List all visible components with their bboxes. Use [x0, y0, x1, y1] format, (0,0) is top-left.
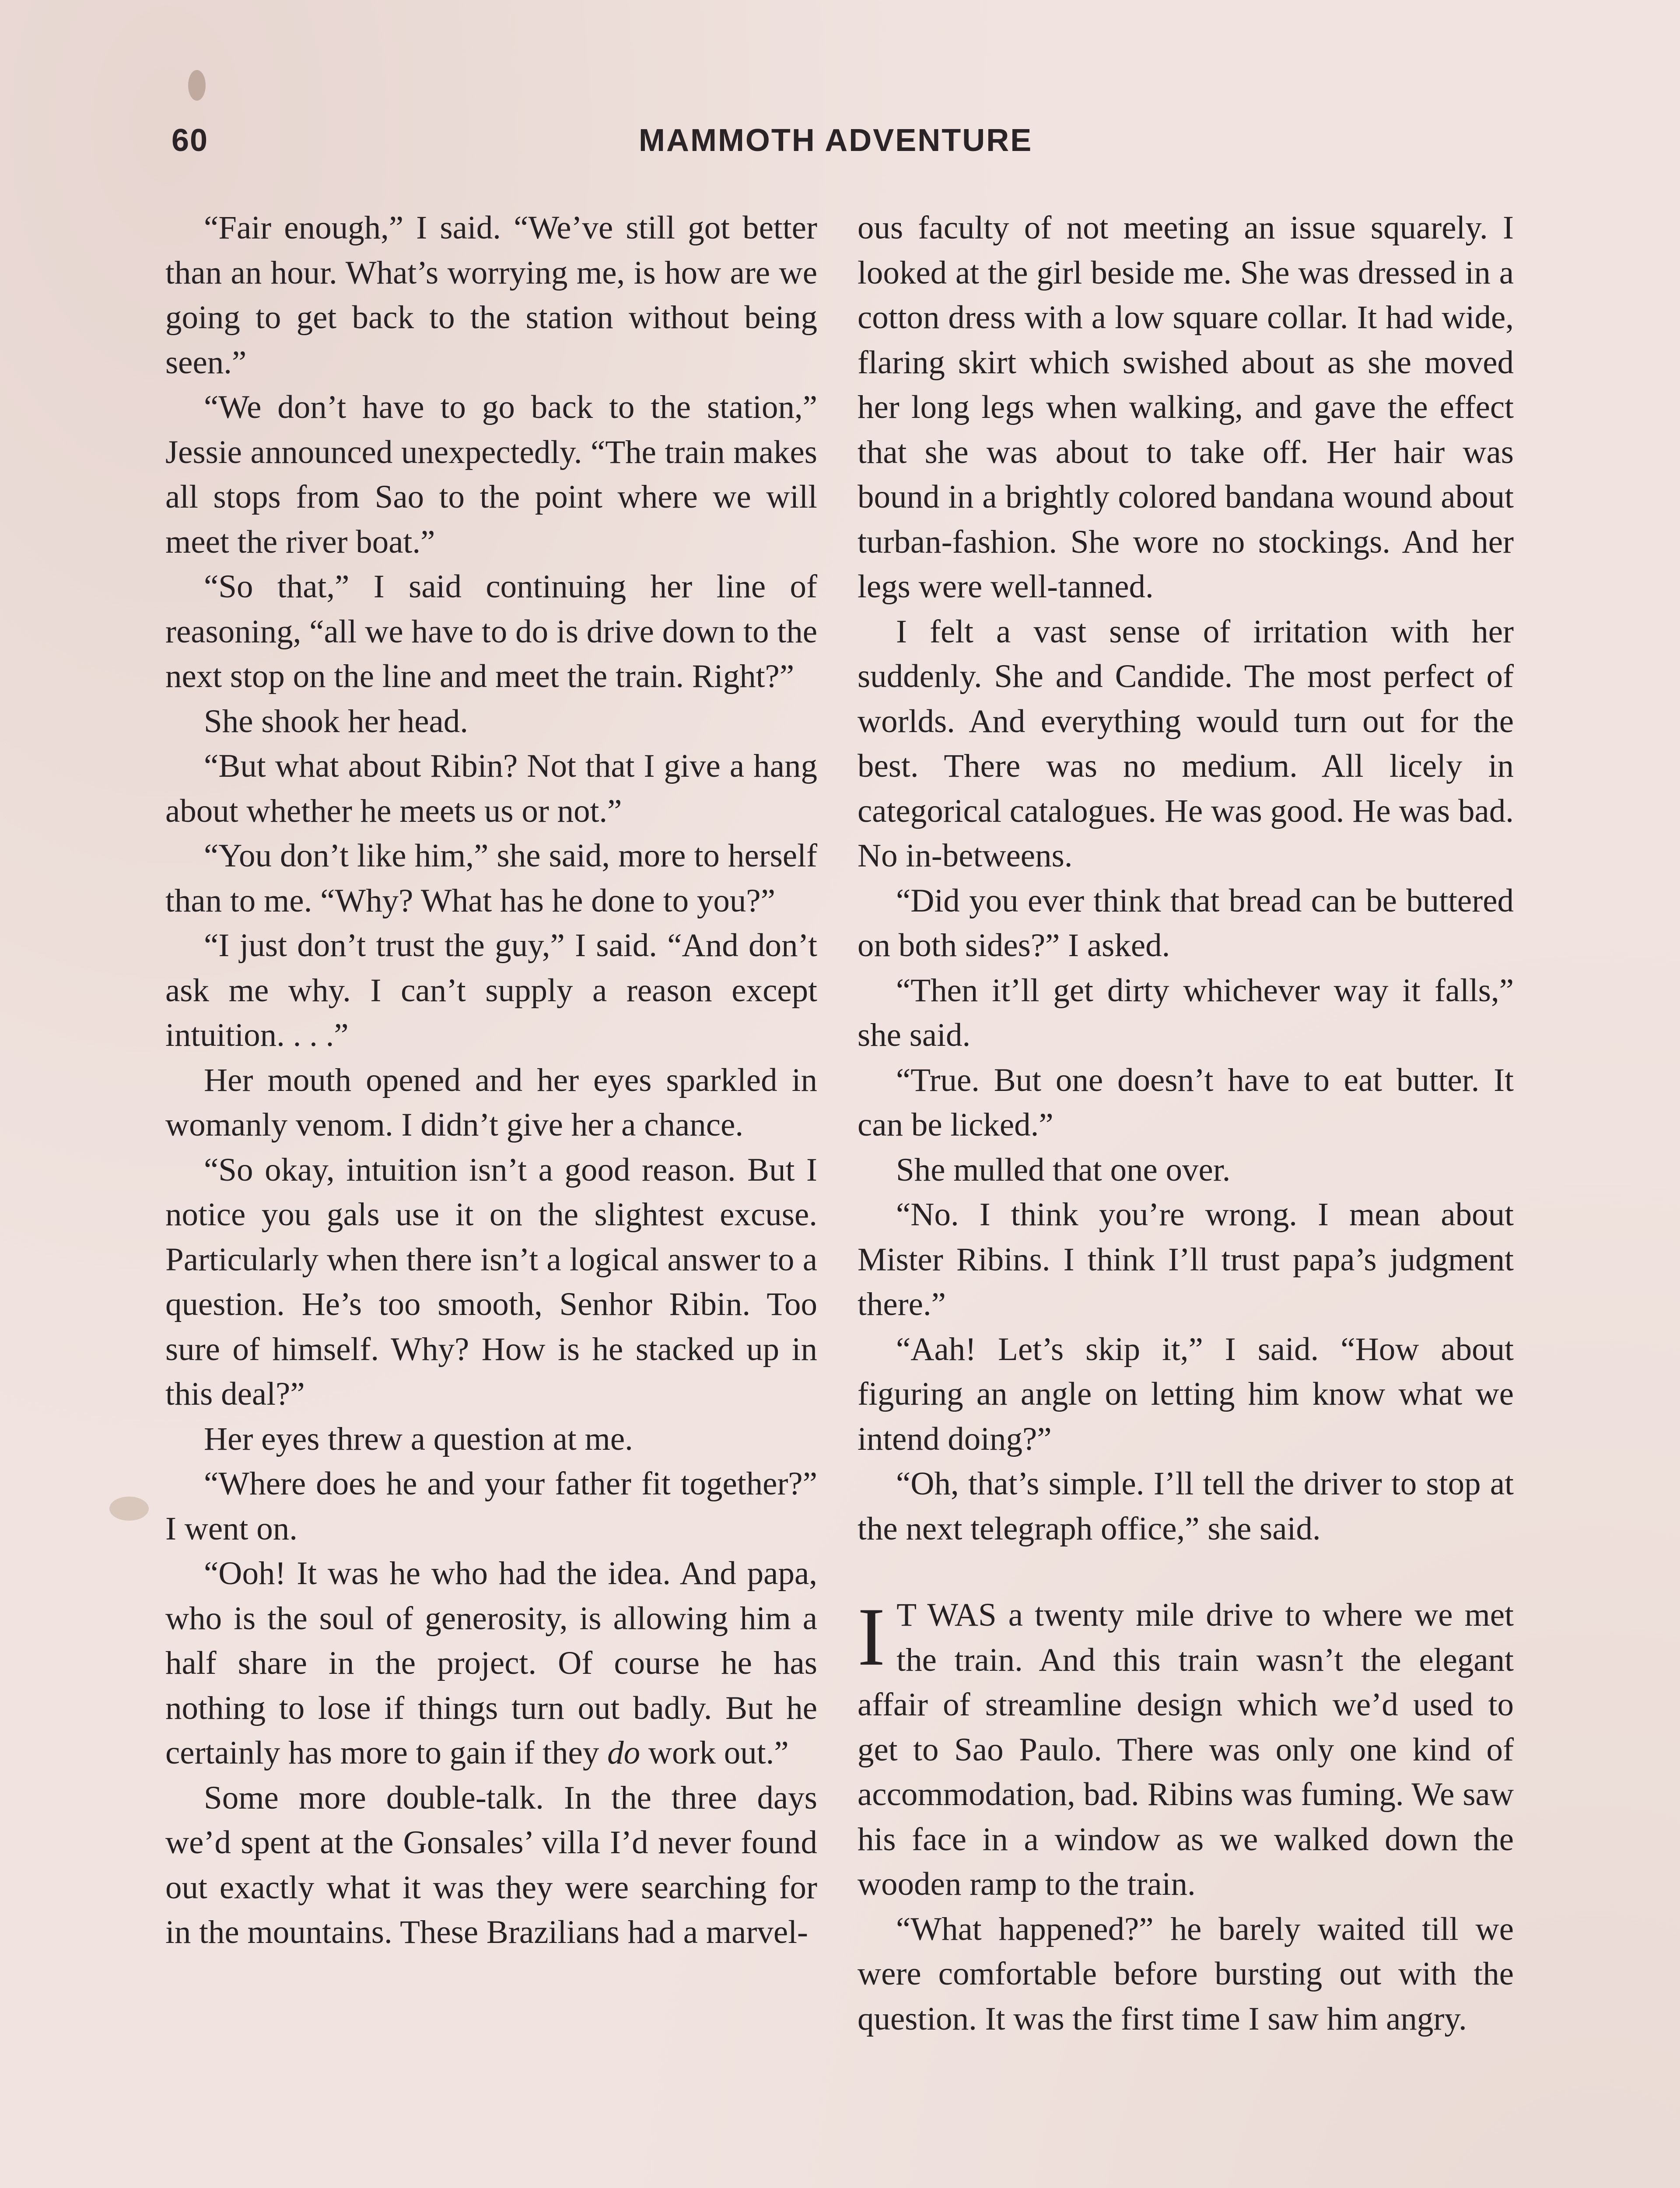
- paragraph: [165, 1551, 817, 1776]
- paragraph: “We don’t have to go back to the station,” Jessie announced unexpectedly. “The train makes all stops from Sao to the point where we will meet the river boat.”: [165, 389, 817, 560]
- paragraph: “Where does he and your father fit together?” I went on.: [165, 1466, 817, 1547]
- paragraph: “Fair enough,” I said. “We’ve still got better than an hour. What’s worrying me, is how are we going to get back to the station without being seen.”: [165, 210, 817, 381]
- page-stain: [188, 70, 206, 101]
- emphasis-text: do: [607, 1735, 640, 1771]
- paragraph: I felt a vast sense of irritation with her suddenly. She and Candide. The most perfect of worlds. And everything would turn out for the best. There was no medium. All licely in categorical catalogues. He was good. He was bad. No in-betweens.: [858, 613, 1514, 874]
- paragraph: Some more double-talk. In the three days we’d spent at the Gonsales’ villa I’d never found out exactly what it was they were searching for in the mountains. These Brazilians had a marvel-: [165, 1779, 817, 1950]
- paragraph: “But what about Ribin? Not that I give a hang about whether he meets us or not.”: [165, 748, 817, 829]
- paragraph-text: T WAS a twenty mile drive to where we met the train. And this train wasn’t the elegant affair of streamline design which we’d used to get to Sao Paulo. There was only one kind of accommodation, bad. Ribins was fuming. We saw his face in a window as we walked down the wooden ramp to the train.: [858, 1597, 1514, 1902]
- page-stain: [109, 1497, 149, 1521]
- section-opening-paragraph: [858, 1593, 1514, 1907]
- paragraph: She shook her head.: [204, 703, 469, 740]
- paragraph: Her mouth opened and her eyes sparkled in womanly venom. I didn’t give her a chance.: [165, 1062, 817, 1143]
- paragraph: “Aah! Let’s skip it,” I said. “How about figuring an angle on letting him know what we intend doing?”: [858, 1331, 1514, 1457]
- page-number: 60: [172, 123, 209, 158]
- drop-cap: I: [858, 1591, 886, 1683]
- running-head: MAMMOTH ADVENTURE: [639, 123, 1033, 158]
- paragraph-text: work out.”: [640, 1735, 789, 1771]
- paragraph: “So okay, intuition isn’t a good reason. But I notice you gals use it on the slightest excuse. Particularly when there isn’t a logical answer to a question. He’s too smooth, Senhor Ribin. Too sure of himself. Why? How is he stacked up in this deal?”: [165, 1151, 817, 1412]
- paragraph: “True. But one doesn’t have to eat butter. It can be licked.”: [858, 1062, 1514, 1143]
- paragraph: She mulled that one over.: [896, 1151, 1231, 1188]
- paragraph: “No. I think you’re wrong. I mean about Mister Ribins. I think I’ll trust papa’s judgment there.”: [858, 1196, 1514, 1322]
- paragraph: “You don’t like him,” she said, more to herself than to me. “Why? What has he done to you?”: [165, 838, 817, 919]
- paragraph: Her eyes threw a question at me.: [204, 1420, 633, 1457]
- paragraph: “Did you ever think that bread can be buttered on both sides?” I asked.: [858, 882, 1514, 964]
- left-column: [165, 206, 817, 1955]
- paragraph: “What happened?” he barely waited till we were comfortable before bursting out with the question. It was the first time I saw him angry.: [858, 1911, 1514, 2037]
- paragraph: “Oh, that’s simple. I’ll tell the driver to stop at the next telegraph office,” she said.: [858, 1466, 1514, 1547]
- paragraph-text: “Ooh! It was he who had the idea. And papa, who is the soul of generosity, is allowing him a half share in the project. Of course he has nothing to lose if things turn out badly. But he certainly has more to gain if they: [165, 1555, 817, 1771]
- right-column: [858, 206, 1514, 2041]
- paragraph: “So that,” I said continuing her line of reasoning, “all we have to do is drive down to the next stop on the line and meet the train. Right?”: [165, 568, 817, 694]
- paragraph: ous faculty of not meeting an issue squarely. I looked at the girl beside me. She was dressed in a cotton dress with a low square collar. It had wide, flaring skirt which swished about as she moved her long legs when walking, and gave the effect that she was about to take off. Her hair was bound in a brightly colored bandana wound about turban-fashion. She wore no stockings. And her legs were well-tanned.: [858, 210, 1514, 605]
- paragraph: “Then it’ll get dirty whichever way it falls,” she said.: [858, 972, 1514, 1053]
- paragraph: “I just don’t trust the guy,” I said. “And don’t ask me why. I can’t supply a reason except intuition. . . .”: [165, 927, 817, 1053]
